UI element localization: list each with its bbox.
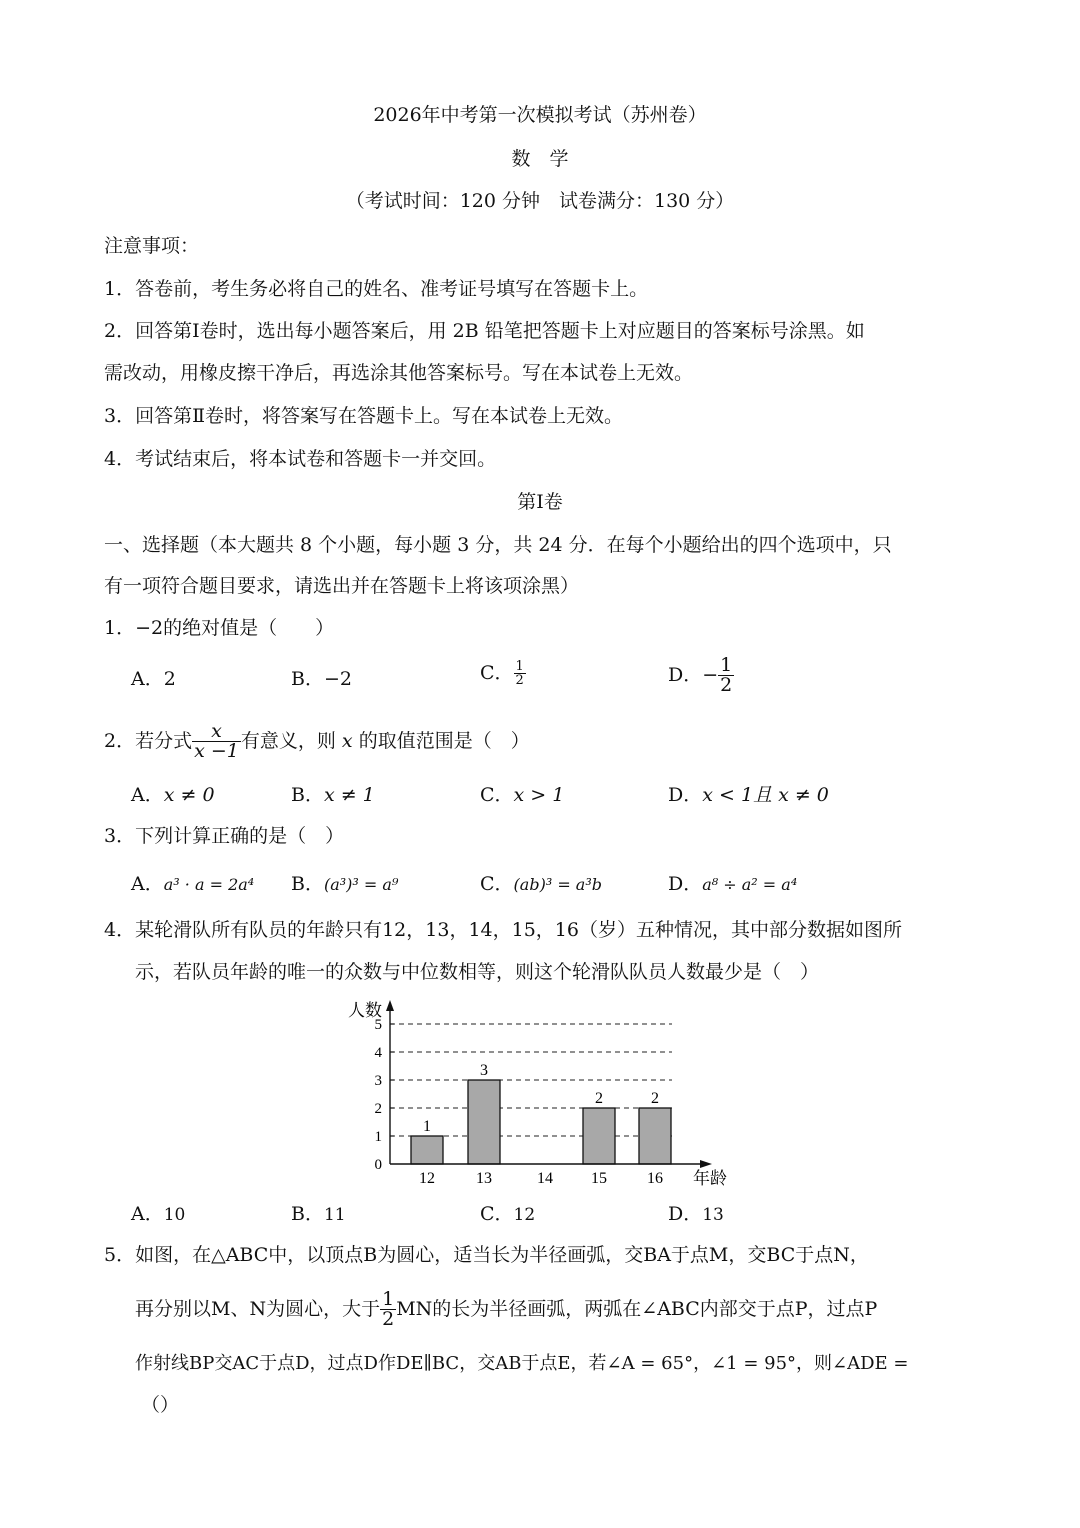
exam-time-info: （考试时间：120 分钟 试卷满分：130 分） <box>345 190 735 212</box>
q1-option-c-label: C． <box>480 662 514 684</box>
x-axis-arrow-icon <box>700 1160 712 1168</box>
option-text: 11 <box>323 1205 346 1225</box>
q2-option-c[interactable] <box>480 786 564 805</box>
section-instructions: 一、选择题（本大题共 8 个小题，每小题 3 分，共 24 分．在每个小题给出的四个选项中，只 <box>104 534 892 556</box>
bar-value-label: 2 <box>651 1090 659 1107</box>
chart-bars <box>411 1062 671 1187</box>
x-tick-label: 12 <box>419 1170 435 1187</box>
fraction-half <box>514 660 526 687</box>
bar-value-label: 3 <box>480 1062 488 1079</box>
fraction-numerator: 1 <box>720 654 733 676</box>
bar-age-13 <box>468 1080 500 1164</box>
question-5-stem-cont <box>135 1290 877 1329</box>
y-axis-arrow-icon <box>386 1000 394 1011</box>
note-item: 4．考试结束后，将本试卷和答题卡一并交回。 <box>104 448 497 470</box>
fraction-denominator: 2 <box>382 1308 395 1330</box>
option-letter: D． <box>668 784 703 806</box>
note-item: 1．答卷前，考生务必将自己的姓名、准考证号填写在答题卡上。 <box>104 278 649 300</box>
question-2-stem <box>104 722 530 761</box>
question-5-answer-blank: （） <box>141 1394 180 1416</box>
x-tick-label: 13 <box>476 1170 492 1187</box>
option-text: x ≠ 0 <box>163 784 215 806</box>
exam-title: 2026年中考第一次模拟考试（苏州卷） <box>373 104 707 126</box>
q1-option-a[interactable]: A．2 <box>131 668 176 690</box>
q2-option-d[interactable] <box>668 786 829 805</box>
q5-line2-prefix: 再分别以M、N为圆心，大于 <box>135 1298 381 1321</box>
fraction-denominator: 2 <box>720 674 733 696</box>
q2-option-a[interactable] <box>131 786 215 805</box>
q3-option-b[interactable] <box>291 875 398 894</box>
y-tick-label: 3 <box>374 1073 382 1089</box>
question-5-stem-cont: 作射线BP交AC于点D，过点D作DE∥BC，交AB于点E，若∠A = 65°，∠1 = 95°，则∠ADE = <box>135 1353 909 1374</box>
q2-stem-prefix: 2．若分式 <box>104 730 193 753</box>
option-letter: D． <box>668 1203 703 1225</box>
question-5-stem: 5．如图，在△ABC中，以顶点B为圆心，适当长为半径画弧，交BA于点M，交BC于点N， <box>104 1244 869 1266</box>
option-letter: A． <box>131 784 164 806</box>
bar-value-label: 2 <box>595 1090 603 1107</box>
question-4-stem: 4．某轮滑队所有队员的年龄只有12，13，14，15，16（岁）五种情况，其中部分数据如图所 <box>104 919 902 941</box>
volume-title: 第Ⅰ卷 <box>517 491 563 513</box>
q2-stem-suffix: 有意义，则 <box>240 730 336 753</box>
option-letter: C． <box>480 784 514 806</box>
fraction-numerator: 1 <box>382 1288 395 1310</box>
option-text: 12 <box>513 1205 536 1225</box>
option-text: 13 <box>702 1205 724 1225</box>
q2-option-b[interactable] <box>291 786 375 805</box>
q1-option-d[interactable] <box>668 656 734 695</box>
q3-option-c[interactable] <box>480 875 602 894</box>
y-tick-label: 2 <box>374 1101 382 1117</box>
fraction-denominator: 2 <box>515 673 524 688</box>
y-axis-label: 人数 <box>348 1001 382 1020</box>
fraction-numerator: x <box>211 720 222 742</box>
x-tick-label: 15 <box>591 1170 607 1187</box>
y-tick-label: 1 <box>374 1129 382 1145</box>
option-letter: B． <box>291 1203 324 1225</box>
bar-age-12 <box>411 1136 443 1164</box>
q1-option-b[interactable]: B．−2 <box>291 668 352 690</box>
option-letter: B． <box>291 784 324 806</box>
note-item: 需改动，用橡皮擦干净后，再选涂其他答案标号。写在本试卷上无效。 <box>104 362 694 384</box>
notes-heading: 注意事项： <box>104 235 200 257</box>
q4-option-a[interactable] <box>131 1205 185 1224</box>
bar-age-16 <box>639 1108 671 1164</box>
q4-option-b[interactable] <box>291 1205 346 1224</box>
q5-line2-suffix: MN的长为半径画弧，两弧在∠ABC内部交于点P，过点P <box>396 1298 878 1321</box>
q3-option-d[interactable] <box>668 875 797 894</box>
q1-option-d-label: D．− <box>668 664 719 686</box>
age-bar-chart <box>340 996 740 1192</box>
option-text: x ≠ 1 <box>323 784 375 806</box>
option-text: a⁸ ÷ a² = a⁴ <box>702 875 798 894</box>
q1-option-c[interactable] <box>480 660 526 687</box>
option-text: (ab)³ = a³b <box>513 875 602 894</box>
q2-fraction <box>192 722 241 761</box>
fraction-numerator: 1 <box>515 659 524 674</box>
y-tick-label: 0 <box>374 1157 382 1173</box>
fraction-half <box>718 656 734 695</box>
note-item: 3．回答第Ⅱ卷时，将答案写在答题卡上。写在本试卷上无效。 <box>104 405 624 427</box>
bar-value-label: 1 <box>423 1118 431 1135</box>
question-4-stem-cont: 示，若队员年龄的唯一的众数与中位数相等，则这个轮滑队队员人数最少是（ ） <box>135 961 820 983</box>
option-text: 10 <box>163 1205 186 1225</box>
option-text: x > 1 <box>513 784 565 806</box>
q5-fraction <box>380 1290 396 1329</box>
q3-option-a[interactable] <box>131 875 254 894</box>
fraction-denominator: x −1 <box>194 740 239 762</box>
option-text: (a³)³ = a⁹ <box>323 875 399 894</box>
option-letter: C． <box>480 873 514 895</box>
option-letter: A． <box>131 873 164 895</box>
section-instructions-cont: 有一项符合题目要求，请选出并在答题卡上将该项涂黑） <box>104 575 580 597</box>
option-letter: C． <box>480 1203 514 1225</box>
question-3-stem: 3．下列计算正确的是（ ） <box>104 825 345 847</box>
subject-title: 数 学 <box>511 148 569 170</box>
note-item: 2．回答第Ⅰ卷时，选出每小题答案后，用 2B 铅笔把答题卡上对应题目的答案标号涂黑。如 <box>104 320 865 342</box>
question-1-stem: 1．−2的绝对值是（ ） <box>104 617 335 639</box>
option-letter: D． <box>668 873 703 895</box>
x-axis-label: 年龄 <box>693 1169 727 1188</box>
option-letter: A． <box>131 1203 164 1225</box>
y-tick-label: 5 <box>374 1017 382 1033</box>
x-tick-label: 14 <box>537 1170 553 1187</box>
y-tick-label: 4 <box>374 1045 382 1061</box>
q4-option-d[interactable] <box>668 1205 724 1224</box>
option-text: x < 1且 x ≠ 0 <box>702 784 829 806</box>
q4-option-c[interactable] <box>480 1205 535 1224</box>
option-letter: B． <box>291 873 324 895</box>
x-tick-label: 16 <box>647 1170 663 1187</box>
bar-age-15 <box>583 1108 615 1164</box>
q2-variable: x <box>341 730 353 753</box>
option-text: a³ · a = 2a⁴ <box>163 875 255 894</box>
q2-stem-end: 的取值范围是（ ） <box>358 730 530 753</box>
